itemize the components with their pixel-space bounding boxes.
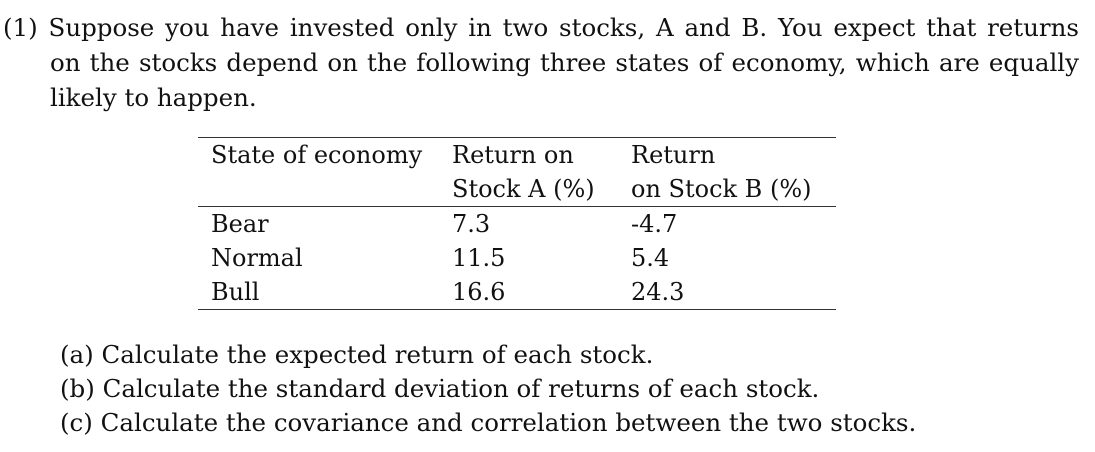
cell-stock-a: 7.3	[452, 210, 491, 238]
table-row	[198, 207, 836, 242]
question-parts	[60, 338, 916, 440]
part-b-text: Calculate the standard deviation of returns of each stock.	[102, 374, 820, 403]
cell-stock-b: 5.4	[631, 244, 670, 272]
cell-stock-a: 11.5	[452, 244, 506, 272]
cell-stock-b: 24.3	[631, 278, 685, 306]
header-state-label: State of economy	[211, 141, 423, 169]
intro-line-3: likely to happen.	[50, 83, 257, 112]
header-state	[198, 138, 452, 207]
part-a-label: (a)	[60, 340, 94, 369]
cell-state: Bull	[211, 278, 260, 306]
header-stock-b	[631, 138, 836, 207]
returns-table	[198, 137, 836, 310]
part-c-text: Calculate the covariance and correlation between the two stocks.	[100, 408, 917, 437]
table-row	[198, 275, 836, 310]
table-header	[198, 138, 836, 207]
table-body	[198, 207, 836, 310]
header-stock-a	[452, 138, 631, 207]
part-c-label: (c)	[60, 408, 93, 437]
cell-stock-a: 16.6	[452, 278, 506, 306]
intro-line-2: on the stocks depend on the following three states of economy, which are equally	[50, 48, 1079, 77]
part-a-text: Calculate the expected return of each stock.	[101, 340, 654, 369]
header-stock-a-line2: Stock A (%)	[452, 175, 595, 203]
intro-line-1	[3, 10, 1079, 46]
cell-state: Normal	[211, 244, 303, 272]
table-row	[198, 241, 836, 275]
cell-state: Bear	[211, 210, 269, 238]
header-stock-a-line1: Return on	[452, 141, 574, 169]
part-b	[60, 372, 916, 406]
header-stock-b-line1: Return	[631, 141, 716, 169]
part-c	[60, 406, 916, 440]
part-b-label: (b)	[60, 374, 95, 403]
part-a	[60, 338, 916, 372]
header-stock-b-line2: on Stock B (%)	[631, 175, 812, 203]
table-header-row	[198, 138, 836, 207]
problem-number: (1)	[3, 13, 38, 42]
cell-stock-b: -4.7	[631, 210, 678, 238]
intro-text-1: Suppose you have invested only in two stocks, A and B. You expect that returns	[48, 13, 1079, 42]
